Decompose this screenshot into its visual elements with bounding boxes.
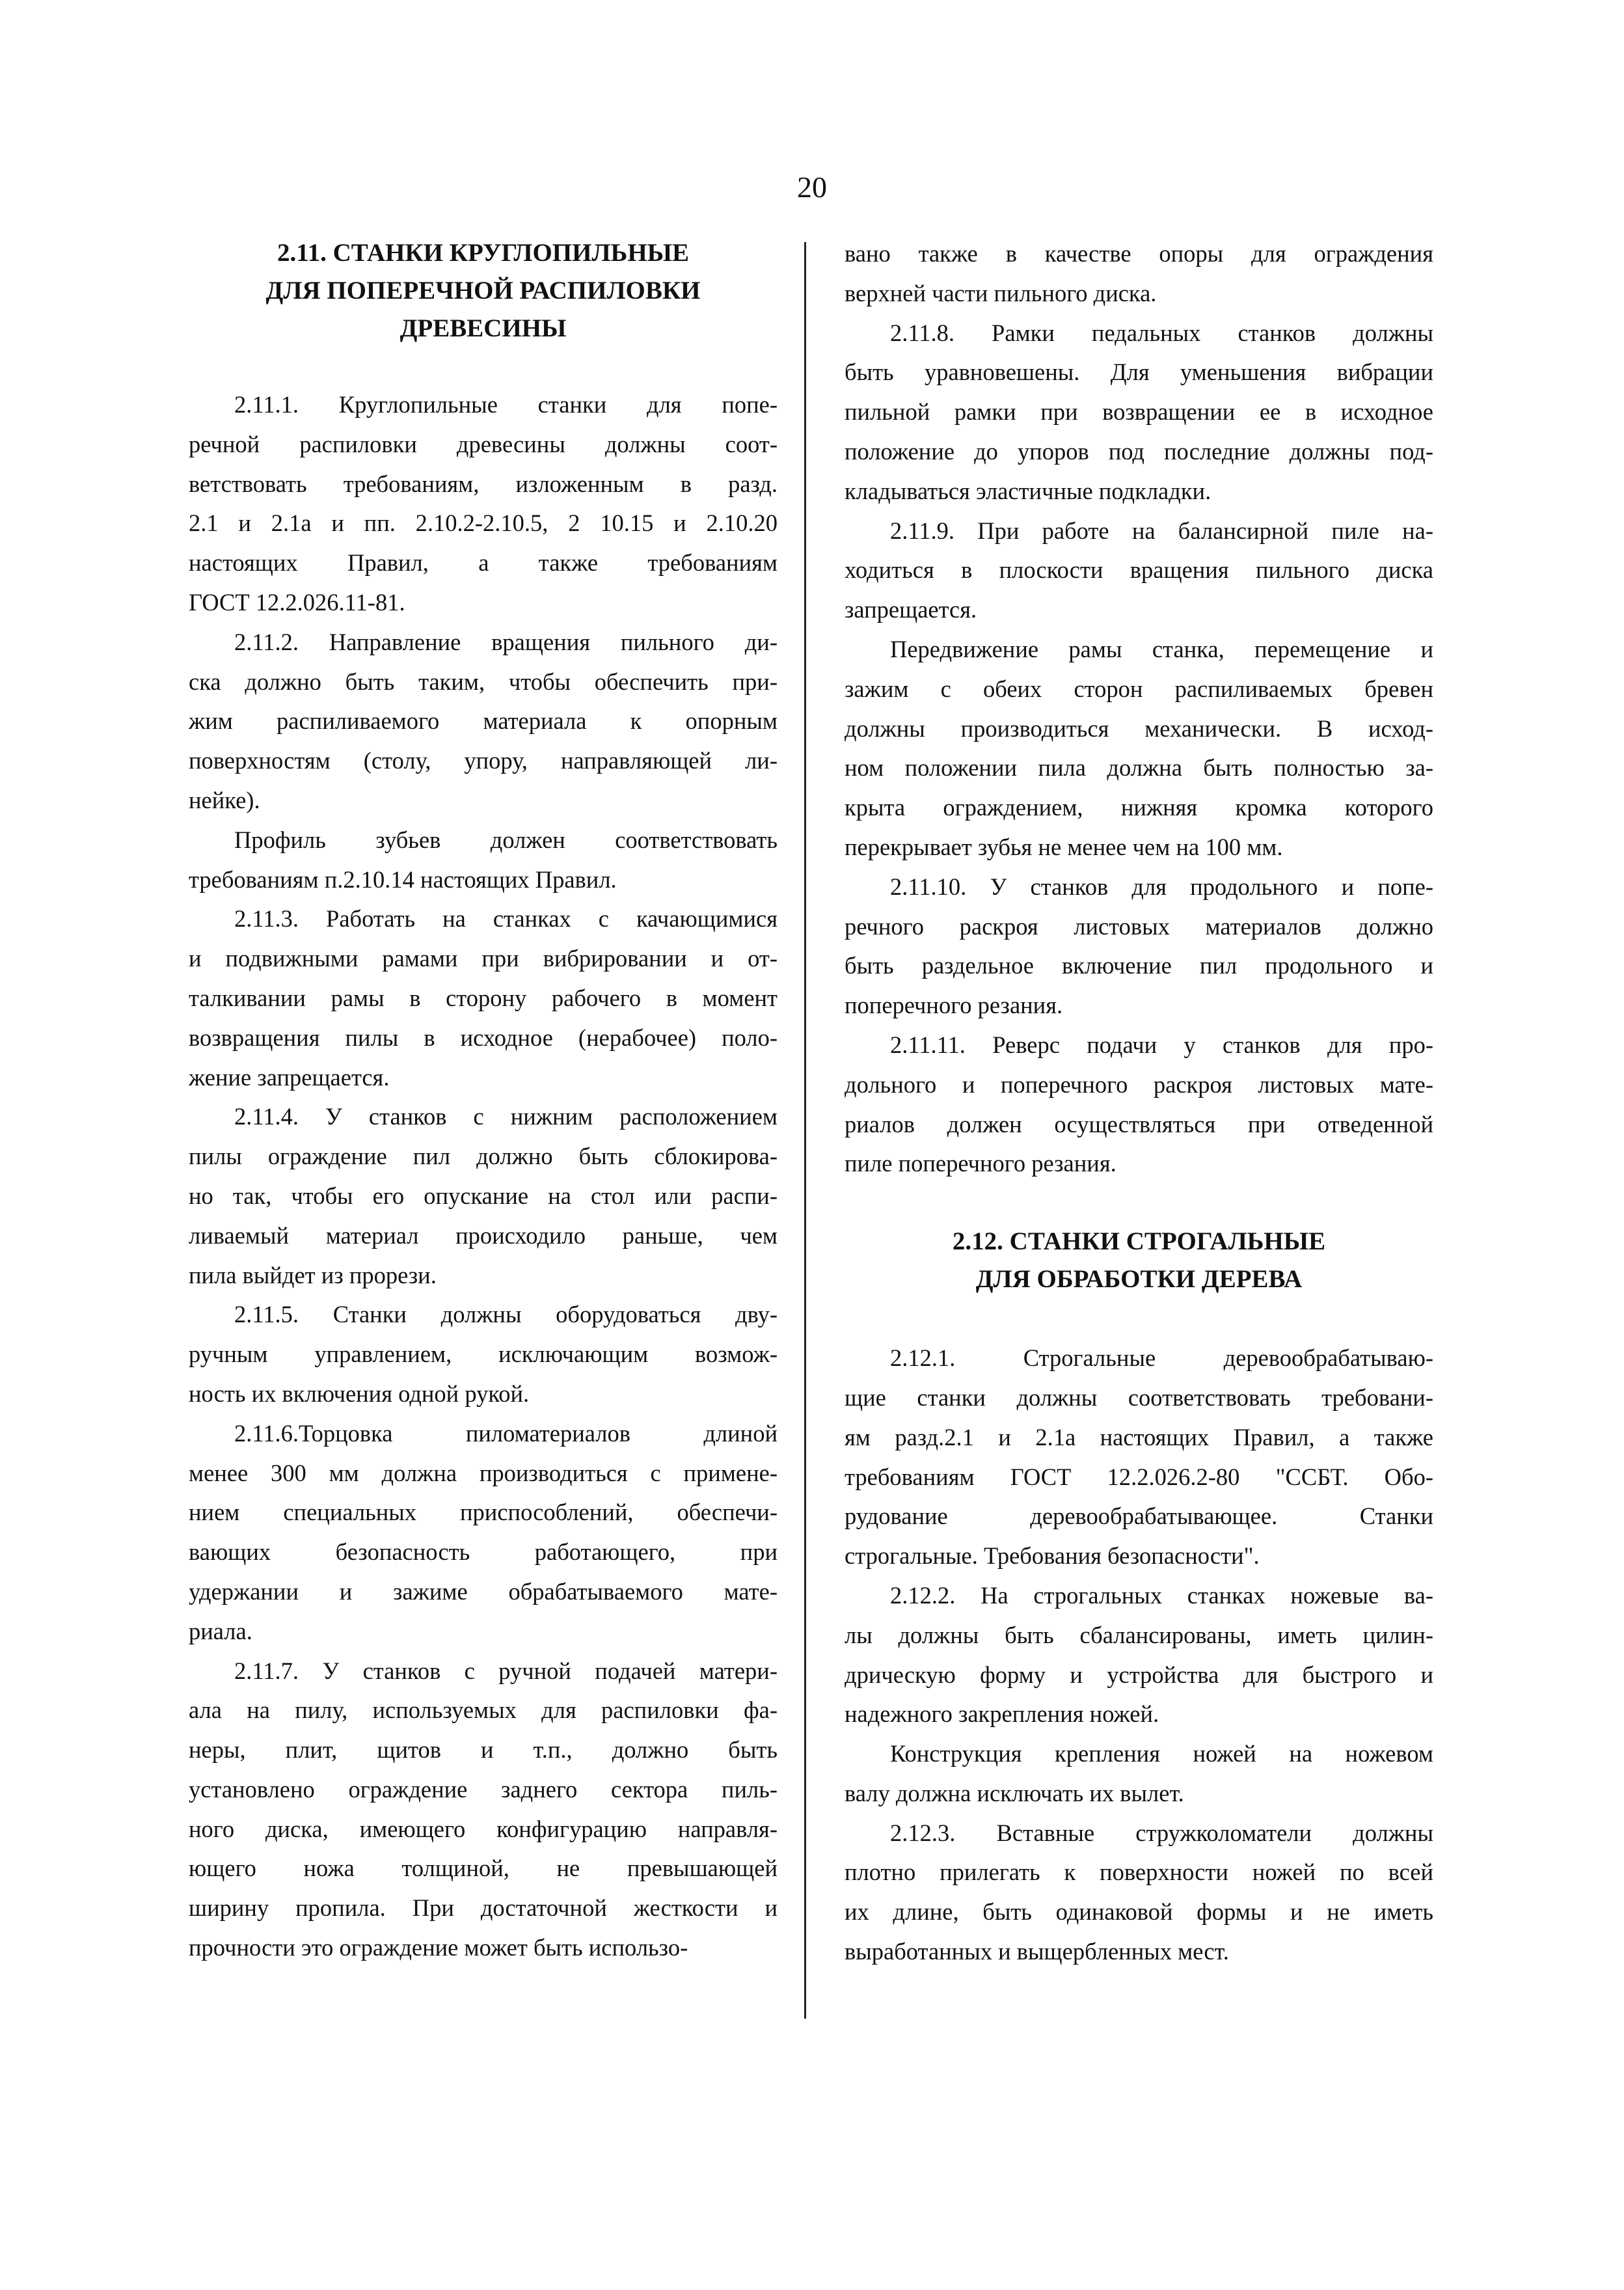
- text-line: ям разд.2.1 и 2.1а настоящих Правил, а также: [845, 1423, 1433, 1451]
- text-line: Передвижение рамы станка, перемещение и: [890, 635, 1433, 662]
- paragraph: [845, 1339, 1433, 1576]
- text-line: возвращения пилы в исходное (нерабочее) поло-: [189, 1024, 778, 1051]
- text-line: положение до упоров под последние должны под-: [845, 437, 1433, 465]
- paragraph: [845, 1814, 1433, 1972]
- text-line: строгальные. Требования безопасности".: [845, 1542, 1260, 1570]
- paragraph: [845, 314, 1433, 511]
- text-line: ходиться в плоскости вращения пильного диска: [845, 556, 1433, 584]
- text-line: талкивании рамы в сторону рабочего в момент: [189, 984, 778, 1011]
- text-line: 2.11.11. Реверс подачи у станков для про-: [890, 1031, 1433, 1058]
- text-line: речной распиловки древесины должны соот-: [189, 430, 778, 457]
- text-line: нием специальных приспособлений, обеспечи-: [189, 1499, 778, 1526]
- paragraph: [189, 385, 778, 623]
- paragraph: [845, 234, 1433, 314]
- text-line: 2.11.9. При работе на балансирной пиле на-: [890, 517, 1433, 544]
- paragraph: [189, 1295, 778, 1413]
- heading-line: 2.12. СТАНКИ СТРОГАЛЬНЫЕ: [952, 1227, 1326, 1256]
- text-line: их длине, быть одинаковой формы и не иметь: [845, 1898, 1433, 1926]
- text-line: риала.: [189, 1617, 252, 1644]
- paragraph: [845, 630, 1433, 867]
- text-line: речного раскроя листовых материалов должно: [845, 912, 1433, 940]
- heading-line: 2.11. СТАНКИ КРУГЛОПИЛЬНЫЕ: [277, 239, 689, 267]
- text-line: пилы ограждение пил должно быть сблокирова-: [189, 1143, 778, 1170]
- right-column-body-bottom: [845, 1339, 1433, 1972]
- text-line: должны производиться механически. В исход-: [845, 715, 1433, 742]
- left-column: [189, 234, 778, 1968]
- text-line: верхней части пильного диска.: [845, 279, 1157, 307]
- text-line: требованиям п.2.10.14 настоящих Правил.: [189, 866, 617, 893]
- paragraph: [845, 867, 1433, 1026]
- paragraph: [189, 821, 778, 900]
- text-line: ГОСТ 12.2.026.11-81.: [189, 588, 405, 616]
- paragraph: [845, 1734, 1433, 1814]
- text-line: быть раздельное включение пил продольного и: [845, 952, 1433, 979]
- text-line: установлено ограждение заднего сектора пиль-: [189, 1775, 778, 1803]
- text-line: ручным управлением, исключающим возмож-: [189, 1341, 778, 1368]
- text-line: кладываться эластичные подкладки.: [845, 477, 1211, 504]
- text-line: дрическую форму и устройства для быстрого и: [845, 1661, 1433, 1688]
- text-line: вано также в качестве опоры для ограждения: [845, 240, 1433, 267]
- text-line: вающих безопасность работающего, при: [189, 1538, 778, 1566]
- column-divider: [804, 242, 806, 2019]
- paragraph: [845, 1576, 1433, 1734]
- left-column-body: [189, 385, 778, 1968]
- text-line: ширину пропила. При достаточной жесткости и: [189, 1894, 778, 1922]
- text-line: жим распиливаемого материала к опорным: [189, 707, 778, 735]
- text-line: ющего ножа толщиной, не превышающей: [189, 1855, 778, 1882]
- text-line: поверхностям (столу, упору, направляющей ли-: [189, 747, 778, 774]
- text-line: пильной рамки при возвращении ее в исходное: [845, 398, 1433, 426]
- text-line: Профиль зубьев должен соответствовать: [234, 826, 778, 853]
- paragraph: [189, 1097, 778, 1295]
- text-line: и подвижными рамами при вибрировании и от-: [189, 945, 778, 972]
- text-line: ветствовать требованиям, изложенным в разд.: [189, 470, 778, 497]
- text-line: плотно прилегать к поверхности ножей по всей: [845, 1859, 1433, 1886]
- text-line: 2.11.8. Рамки педальных станков должны: [890, 319, 1433, 346]
- text-line: надежного закрепления ножей.: [845, 1700, 1159, 1728]
- text-line: ливаемый материал происходило раньше, чем: [189, 1221, 778, 1249]
- text-line: настоящих Правил, а также требованиям: [189, 549, 778, 577]
- text-line: ном положении пила должна быть полностью за-: [845, 754, 1433, 782]
- text-line: пиле поперечного резания.: [845, 1150, 1116, 1177]
- text-line: 2.11.3. Работать на станках с качающимися: [234, 905, 778, 933]
- text-line: 2.11.4. У станков с нижним расположением: [234, 1103, 778, 1130]
- heading-line: ДЛЯ ОБРАБОТКИ ДЕРЕВА: [975, 1265, 1303, 1294]
- paragraph: [189, 623, 778, 821]
- right-column: [845, 234, 1433, 1972]
- text-line: удержании и зажиме обрабатываемого мате-: [189, 1577, 778, 1605]
- text-line: быть уравновешены. Для уменьшения вибрации: [845, 359, 1433, 386]
- text-line: поперечного резания.: [845, 992, 1063, 1019]
- text-line: требованиям ГОСТ 12.2.026.2-80 "ССБТ. Обо-: [845, 1463, 1433, 1490]
- heading-line: ДРЕВЕСИНЫ: [399, 314, 567, 342]
- text-line: 2.1 и 2.1а и пп. 2.10.2-2.10.5, 2 10.15 и 2.10.20: [189, 510, 778, 537]
- paragraph: [845, 511, 1433, 630]
- text-line: 2.11.1. Круглопильные станки для попе-: [234, 391, 778, 418]
- page-number: 20: [797, 170, 827, 204]
- text-line: ала на пилу, используемых для распиловки фа-: [189, 1697, 778, 1724]
- text-line: менее 300 мм должна производиться с примене-: [189, 1459, 778, 1486]
- text-line: валу должна исключать их вылет.: [845, 1779, 1184, 1806]
- text-line: 2.12.1. Строгальные деревообрабатываю-: [890, 1344, 1433, 1372]
- heading-line: ДЛЯ ПОПЕРЕЧНОЙ РАСПИЛОВКИ: [265, 277, 701, 305]
- right-column-body-top: [845, 234, 1433, 1184]
- text-line: выработанных и выщербленных мест.: [845, 1938, 1229, 1965]
- text-line: 2.11.7. У станков с ручной подачей матери-: [234, 1657, 778, 1684]
- text-line: но так, чтобы его опускание на стол или распи-: [189, 1182, 778, 1209]
- text-line: прочности это ограждение может быть использо-: [189, 1934, 688, 1961]
- text-line: нейке).: [189, 786, 260, 813]
- text-line: перекрывает зубья не менее чем на 100 мм.: [845, 833, 1283, 860]
- text-line: зажим с обеих сторон распиливаемых бревен: [845, 675, 1433, 702]
- paragraph: [845, 1026, 1433, 1184]
- section-heading-2-12: [845, 1223, 1433, 1298]
- text-line: ного диска, имеющего конфигурацию направля-: [189, 1815, 778, 1842]
- text-line: запрещается.: [845, 596, 977, 623]
- section-heading-2-11: [189, 234, 778, 348]
- text-line: рудование деревообрабатывающее. Станки: [845, 1503, 1433, 1530]
- text-line: Конструкция крепления ножей на ножевом: [890, 1740, 1433, 1767]
- text-line: ность их включения одной рукой.: [189, 1380, 530, 1407]
- paragraph: [189, 1652, 778, 1968]
- paragraph: [189, 899, 778, 1097]
- text-line: щие станки должны соответствовать требовани-: [845, 1384, 1433, 1411]
- text-line: жение запрещается.: [189, 1063, 390, 1091]
- text-line: лы должны быть сбалансированы, иметь цилин-: [845, 1621, 1433, 1648]
- text-line: 2.12.3. Вставные стружколоматели должны: [890, 1819, 1433, 1846]
- text-line: ска должно быть таким, чтобы обеспечить при-: [189, 668, 778, 695]
- text-line: 2.11.5. Станки должны оборудоваться дву-: [234, 1301, 778, 1328]
- text-line: 2.12.2. На строгальных станках ножевые ва-: [890, 1581, 1433, 1609]
- text-line: 2.11.6.Торцовка пиломатериалов длиной: [234, 1419, 778, 1447]
- text-line: пила выйдет из прорези.: [189, 1261, 437, 1288]
- text-line: крыта ограждением, нижняя кромка которого: [845, 794, 1433, 821]
- text-line: 2.11.10. У станков для продольного и попе-: [890, 873, 1433, 900]
- text-line: дольного и поперечного раскроя листовых мате-: [845, 1070, 1433, 1098]
- text-line: риалов должен осуществляться при отведенной: [845, 1110, 1433, 1138]
- text-line: неры, плит, щитов и т.п., должно быть: [189, 1736, 778, 1764]
- text-line: 2.11.2. Направление вращения пильного ди-: [234, 628, 778, 655]
- paragraph: [189, 1414, 778, 1652]
